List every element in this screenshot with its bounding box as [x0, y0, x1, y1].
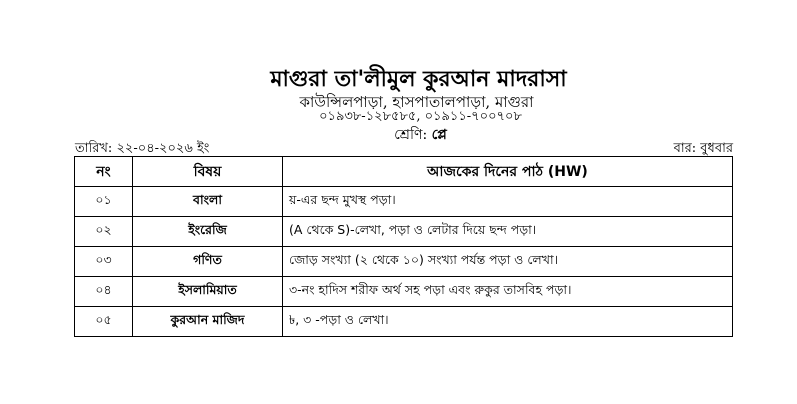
row-lesson: য়-এর ছন্দ মুখস্থ পড়া। — [283, 187, 733, 217]
table-row — [75, 307, 733, 337]
class-label: শ্রেণি: — [394, 127, 428, 143]
row-serial: ০৫ — [75, 307, 133, 337]
row-subject: গণিত — [133, 247, 283, 277]
madrasa-address: কাউন্সিলপাড়া, হাসপাতালপাড়া, মাগুরা — [299, 93, 534, 111]
class-value: প্লে — [431, 127, 447, 143]
row-lesson: ৳, ৩ -পড়া ও লেখা। — [283, 307, 733, 337]
row-subject: বাংলা — [133, 187, 283, 217]
row-lesson: জোড় সংখ্যা (২ থেকে ১০) সংখ্যা পর্যন্ত পড়া ও লেখা। — [283, 247, 733, 277]
row-serial: ০১ — [75, 187, 133, 217]
row-subject: ইসলামিয়াত — [133, 277, 283, 307]
row-serial: ০৩ — [75, 247, 133, 277]
homework-table — [74, 156, 733, 337]
row-lesson: ৩-নং হাদিস শরীফ অর্থ সহ পড়া এবং রুকুর তাসবিহ পড়া। — [283, 277, 733, 307]
row-subject: কুরআন মাজিদ — [133, 307, 283, 337]
row-subject: ইংরেজি — [133, 217, 283, 247]
row-lesson: (A থেকে S)-লেখা, পড়া ও লেটার দিয়ে ছন্দ পড়া। — [283, 217, 733, 247]
table-row — [75, 247, 733, 277]
day-text: বার: বুধবার — [673, 141, 733, 156]
table-row — [75, 277, 733, 307]
header-serial: নং — [75, 157, 133, 187]
madrasa-phones: ০১৯৩৮-১২৮৫৮৫, ০১৯১১-৭০০৭০৮ — [319, 109, 522, 124]
row-serial: ০৪ — [75, 277, 133, 307]
header-subject: বিষয় — [133, 157, 283, 187]
table-header-row — [75, 157, 733, 187]
madrasa-title: মাগুরা তা'লীমুল কুরআন মাদরাসা — [270, 66, 567, 92]
row-serial: ০২ — [75, 217, 133, 247]
header-lesson: আজকের দিনের পাঠ (HW) — [283, 157, 733, 187]
table-row — [75, 187, 733, 217]
table-row — [75, 217, 733, 247]
date-text: তারিখ: ২২-০৪-২০২৬ ইং — [75, 141, 210, 156]
